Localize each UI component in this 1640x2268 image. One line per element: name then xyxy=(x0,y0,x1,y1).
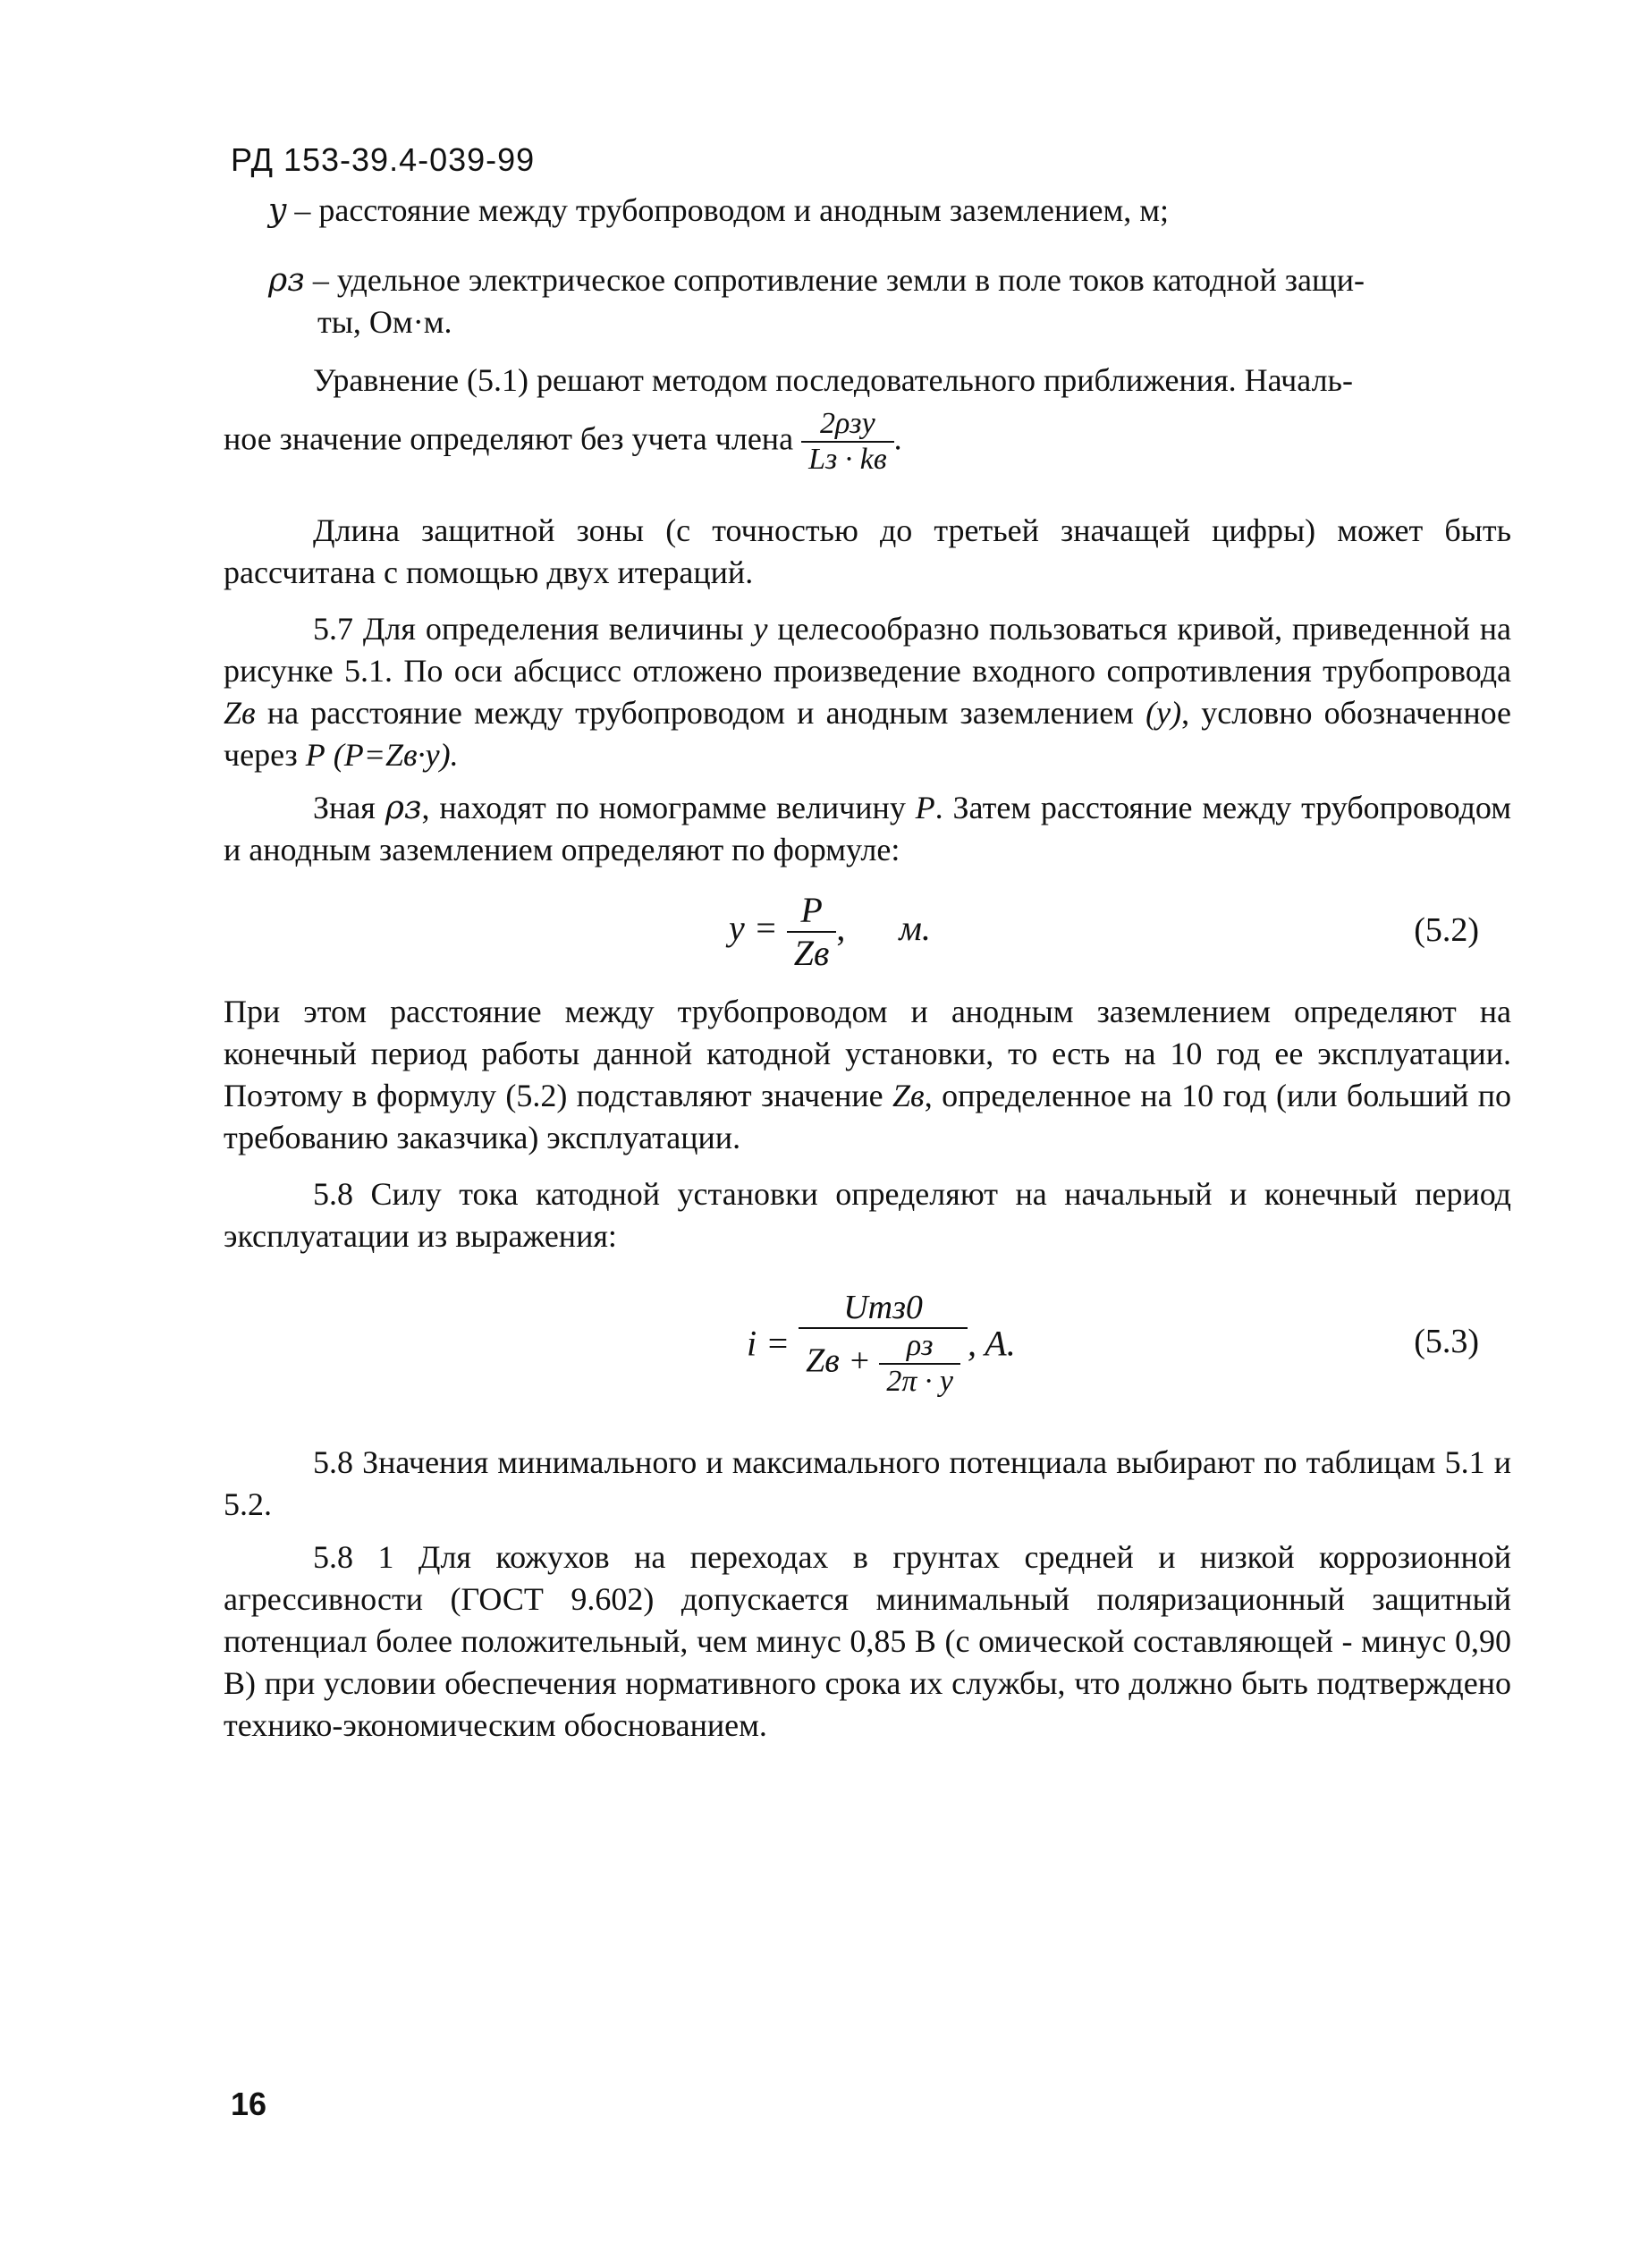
formula-5-3-inner-denominator: 2π · y xyxy=(886,1365,954,1398)
paragraph-5-8-current: 5.8 Силу тока катодной установки определяют на начальный и конечный период эксплуатации из выражения: xyxy=(224,1176,1511,1254)
symbol-y: y xyxy=(268,192,287,229)
formula-5-2: y = $\frac{P}{Zв}$ , м. xyxy=(729,890,931,973)
symbol-rho: ρз xyxy=(268,262,305,299)
fraction-term-denominator: Lз · kв xyxy=(808,443,887,476)
fraction-term xyxy=(801,407,894,477)
formula-5-3-unit: , A. xyxy=(968,1323,1016,1364)
formula-5-3-denominator xyxy=(799,1329,968,1399)
paragraph-nomogram xyxy=(224,787,1511,871)
paragraph-iteration-line2: ное значение определяют без учета члена xyxy=(224,420,794,457)
p57-text-d: , условно обозначенное через xyxy=(224,695,1512,773)
paragraph-final-period xyxy=(224,991,1511,1159)
formula-5-3-fraction xyxy=(799,1288,968,1399)
definition-rho-text-2: ты, Ом·м. xyxy=(317,304,452,340)
formula-5-2-fraction xyxy=(787,890,837,974)
p4-text-c: . Затем расстояние между трубопроводом и анодным заземлением определяют по формуле: xyxy=(224,790,1512,867)
p4-text-a: Зная xyxy=(313,790,376,825)
formula-5-2-number: (5.2) xyxy=(1414,911,1479,949)
p57-symbol-y: y xyxy=(753,611,768,647)
paragraph-iteration: Уравнение (5.1) решают методом последовательного приближения. Началь- ное значение определяют без учета члена $\frac{\text{2ρзy}}{Lз \cdot kв}$ . xyxy=(224,360,1511,477)
p57-text-b: целесообразно пользоваться кривой, приведенной на рисунке 5.1. По оси абсцисс отложено произведение входного сопротивления трубопровода xyxy=(224,611,1512,689)
formula-5-3-den-a: Zв + xyxy=(806,1341,871,1380)
p4-text-b: , находят по номограмме величину xyxy=(421,790,906,825)
page-number: 16 xyxy=(231,2086,267,2122)
p57-symbol-p: P xyxy=(305,737,325,773)
formula-5-3-numerator: Umз0 xyxy=(799,1288,968,1329)
formula-5-3 xyxy=(747,1288,1016,1399)
formula-5-3-lhs: i = xyxy=(747,1323,790,1364)
formula-5-2-denominator: Zв xyxy=(793,933,830,973)
p5-text-b: , определенное на 10 год (или больший по требованию заказчика) эксплуатации. xyxy=(224,1078,1512,1155)
paragraph-5-8-1-casings: 5.8 1 Для кожухов на переходах в грунтах средней и низкой коррозионной агрессивности (ГОСТ 9.602) допускается минимальный поляризационный защитный потенциал более положительный, чем минус 0,85 В (с омической составляющей - минус 0,90 В) при условии обеспечения нормативного срока их службы, что должно быть подтверждено технико-экономическим обоснованием. xyxy=(224,1539,1511,1743)
p57-text-c: на расстояние между трубопроводом и анодным заземлением xyxy=(266,695,1134,731)
p4-symbol-rho: ρз xyxy=(385,790,422,826)
p4-symbol-p: P xyxy=(915,790,935,825)
formula-5-2-numerator: P xyxy=(787,890,837,933)
formula-5-3-number: (5.3) xyxy=(1414,1323,1479,1360)
p57-symbol-y-paren: (y) xyxy=(1145,695,1182,731)
document-code: РД 153-39.4-039-99 xyxy=(231,141,536,178)
p57-symbol-zv: Zв xyxy=(224,695,256,731)
fraction-term-numerator: 2ρзy xyxy=(801,407,894,443)
p5-symbol-zv: Zв xyxy=(892,1078,925,1113)
paragraph-zone-length: Длина защитной зоны (с точностью до третьей значащей цифры) может быть рассчитана с помощью двух итераций. xyxy=(224,512,1511,590)
p57-text-a: 5.7 Для определения величины xyxy=(313,611,744,647)
paragraph-iteration-line1: Уравнение (5.1) решают методом последовательного приближения. Началь- xyxy=(313,362,1353,398)
formula-5-2-lhs: y = xyxy=(729,908,778,949)
formula-5-3-inner-fraction xyxy=(879,1329,960,1399)
definition-rho-text-1: – удельное электрическое сопротивление земли в поле токов катодной защи- xyxy=(312,262,1365,298)
definition-y-text: – расстояние между трубопроводом и анодным заземлением, м; xyxy=(294,192,1170,228)
p5-text-a: При этом расстояние между трубопроводом и анодным заземлением определяют на конечный период работы данной катодной установки, то есть на 10 год ее эксплуатации. Поэтому в формулу (5.2) подставляют значение xyxy=(224,994,1511,1113)
paragraph-5-8-potential: 5.8 Значения минимального и максимального потенциала выбирают по таблицам 5.1 и 5.2. xyxy=(224,1444,1511,1522)
paragraph-5-7 xyxy=(224,608,1511,776)
p57-text-e: (P=Zв·y). xyxy=(333,737,459,773)
definition-y xyxy=(268,190,1169,232)
definition-rho xyxy=(268,259,1511,343)
formula-5-3-inner-numerator: ρз xyxy=(879,1329,960,1365)
formula-5-2-unit: м. xyxy=(899,908,931,949)
